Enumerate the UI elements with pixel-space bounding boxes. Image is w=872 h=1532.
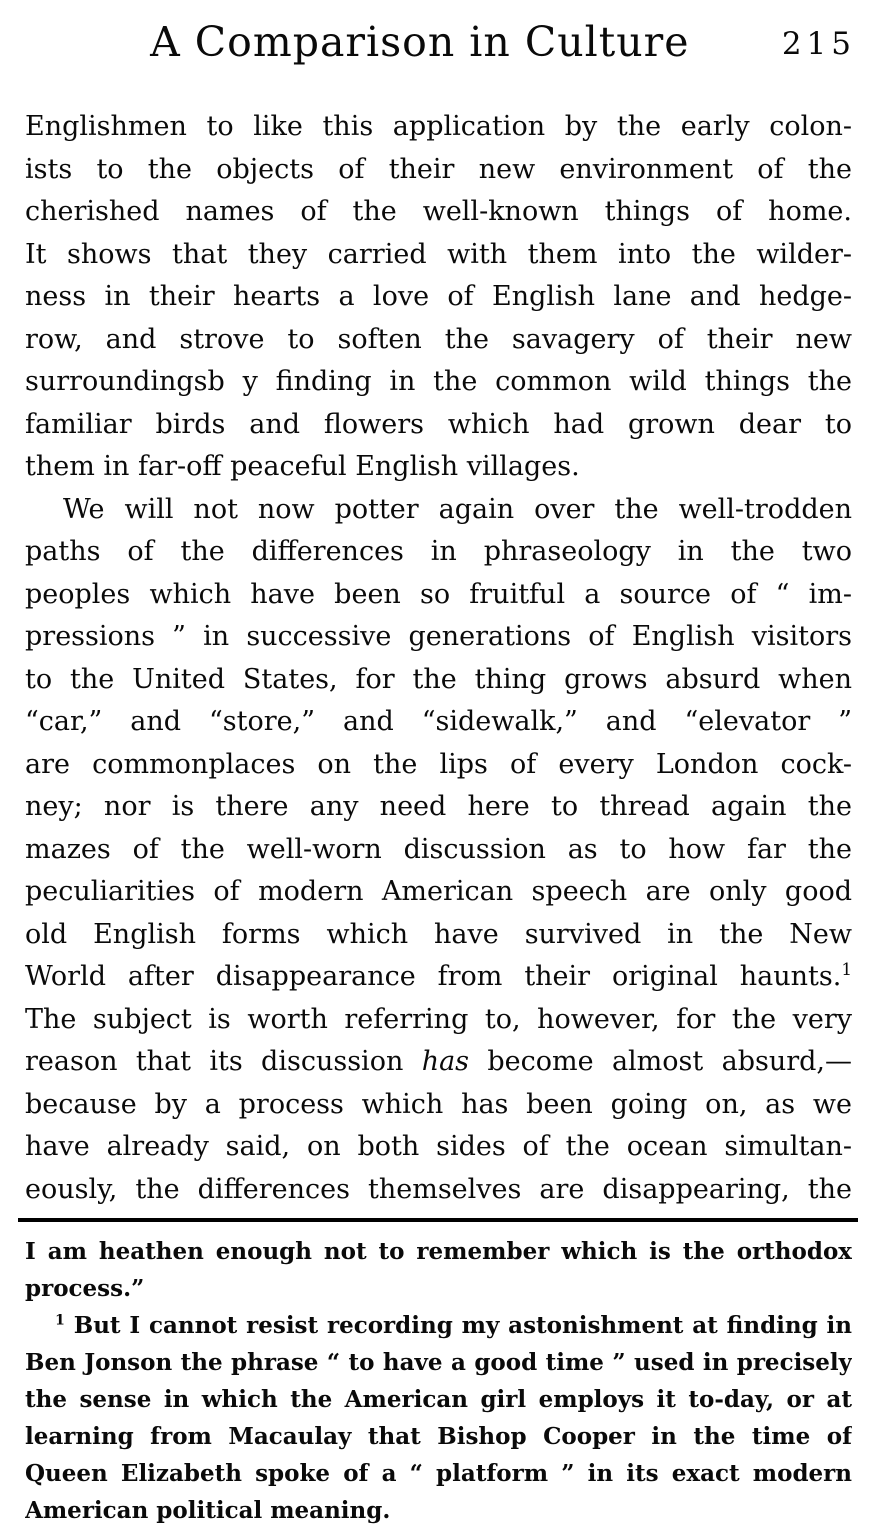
body-line-text: reason that its discussion <box>25 1046 422 1077</box>
body-line: to the United States, for the thing grows absurd when <box>25 663 852 695</box>
body-line: mazes of the well-worn discussion as to how far the <box>25 833 852 865</box>
italic-word: has <box>421 1046 470 1077</box>
main-text <box>25 106 852 1211</box>
footnote-line-text: But I cannot resist recording my astonishment at finding in <box>64 1312 852 1339</box>
body-line: ney; nor is there any need here to thread again the <box>25 791 852 822</box>
body-line: them in far-off peaceful English villages. <box>25 451 580 482</box>
footnote-line: I am heathen enough not to remember which is the orthodox <box>25 1238 852 1265</box>
footnote-line: process.” <box>25 1275 145 1302</box>
body-line-text: become almost absurd,— <box>469 1046 852 1077</box>
body-line: We will not now potter again over the well-trodden <box>63 493 852 525</box>
body-line-text: World after disappearance from their original haunts. <box>25 961 842 992</box>
footnote-line-first <box>25 1307 852 1344</box>
body-line: ness in their hearts a love of English lane and hedge- <box>25 281 852 312</box>
page-number: 215 <box>781 26 856 62</box>
body-line: It shows that they carried with them into the wilder- <box>25 238 852 270</box>
body-line: have already said, on both sides of the ocean simultan- <box>25 1131 852 1162</box>
body-line: peculiarities of modern American speech are only good <box>25 876 852 907</box>
body-line: pressions ” in successive generations of English visitors <box>25 621 852 652</box>
body-line: cherished names of the well-known things of home. <box>25 196 852 227</box>
body-line: because by a process which has been going on, as we <box>25 1088 852 1120</box>
body-line: The subject is worth referring to, however, for the very <box>25 1003 852 1035</box>
body-line: “car,” and “store,” and “sidewalk,” and “elevator ” <box>25 706 852 737</box>
running-header <box>0 12 872 72</box>
footnote-line: learning from Macaulay that Bishop Cooper in the time of <box>25 1423 852 1450</box>
body-line: are commonplaces on the lips of every London cock- <box>25 748 852 780</box>
footnote-line: Queen Elizabeth spoke of a “ platform ” in its exact modern <box>25 1460 852 1487</box>
body-line: peoples which have been so fruitful a source of “ im- <box>25 578 852 610</box>
body-line: Englishmen to like this application by the early colon- <box>25 111 852 142</box>
footnote-reference-marker: 1 <box>841 959 852 979</box>
footnote-line: Ben Jonson the phrase “ to have a good time ” used in precisely <box>25 1349 852 1376</box>
body-line: surroundingsb y finding in the common wild things the <box>25 366 852 397</box>
body-line: familiar birds and flowers which had grown dear to <box>25 408 852 440</box>
footnote-divider <box>18 1218 858 1222</box>
body-line: paths of the differences in phraseology in the two <box>25 536 852 567</box>
footnote-line: the sense in which the American girl employs it to-day, or at <box>25 1386 852 1413</box>
footnotes-section <box>25 1233 852 1529</box>
body-line: row, and strove to soften the savagery of their new <box>25 323 852 355</box>
page-title: A Comparison in Culture <box>150 18 690 66</box>
body-line: eously, the differences themselves are disappearing, the <box>25 1173 852 1205</box>
body-line-with-italic <box>25 1041 852 1084</box>
body-line-with-footnote-ref <box>25 956 852 999</box>
footnote-number: 1 <box>55 1312 65 1329</box>
body-line: ists to the objects of their new environment of the <box>25 153 852 185</box>
footnote-line: American political meaning. <box>25 1497 391 1524</box>
body-line: old English forms which have survived in the New <box>25 918 852 950</box>
